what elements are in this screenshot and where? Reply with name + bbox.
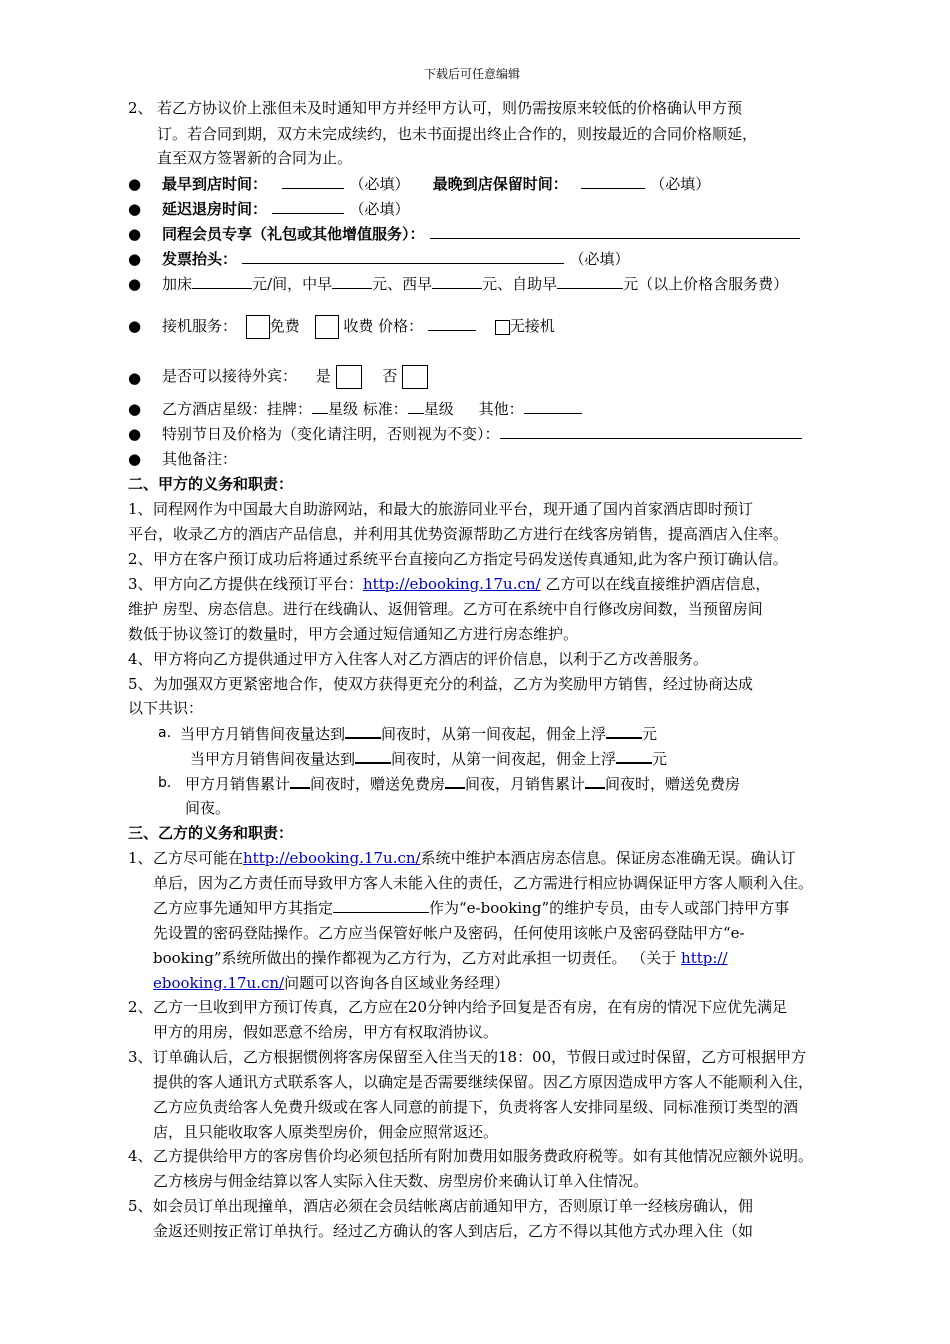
late-checkout-label: 延迟退房时间： [162,200,268,218]
pickup-paid-label: 收费 价格： [343,317,424,335]
clause-text: 间夜。 [185,799,231,817]
extra-bed-label: 加床 [162,275,193,293]
clause-text: 如会员订单出现撞单，酒店必须在会员结帐离店前通知甲方，否则原订单一经核房确认，佣 [153,1197,754,1215]
other-notes-label: 其他备注： [162,450,238,468]
extra-bed-row [162,274,788,294]
late-checkout-row [162,199,410,219]
foreign-no-label: 否 [382,367,398,385]
bullet-icon: ● [128,425,142,443]
required-note: （必填） [650,175,711,193]
foreign-yes-checkbox[interactable] [336,365,362,389]
clause-number: 5、 [128,675,153,693]
clause-text: 金返还则按正常订单执行。经过乙方确认的客人到店后，乙方不得以其他方式办理入住（如 [153,1222,754,1240]
clause-text: 元 [642,725,658,743]
star-other-label: 其他： [478,400,524,418]
star-unit: 星级 [423,400,454,418]
ebooking-link[interactable]: http://ebooking.17u.cn/ [243,849,421,867]
clause-text: 乙方核房与佣金结算以客人实际入住天数、房型房价来确认订单入住情况。 [153,1172,649,1190]
clause-text: 系统中维护本酒店房态信息。保证房态准确无误。确认订 [420,849,796,867]
list-marker: b. [158,775,172,791]
bullet-icon: ● [128,200,142,218]
clause-text: 乙方尽可能在 [153,849,244,867]
free-room-row [185,773,740,794]
clause-text: 甲方将向乙方提供通过甲方入住客人对乙方酒店的评价信息，以利于乙方改善服务。 [153,650,709,668]
clause-text: 乙方应事先通知甲方其指定 [153,899,334,917]
required-note: （必填） [569,250,630,268]
bullet-icon: ● [128,275,142,293]
western-breakfast-field[interactable] [432,274,482,289]
required-note: （必填） [349,175,410,193]
clause-text: 乙方一旦收到甲方预订传真，乙方应在20分钟内给予回复是否有房，在有房的情况下应优先满足 [153,998,788,1016]
clause-text: 间夜时，赠送免费房 [605,775,741,793]
pickup-free-checkbox[interactable] [246,315,270,339]
pickup-row [162,312,555,340]
late-checkout-field[interactable] [272,199,344,214]
star-rating-row [162,399,582,419]
ebooking-link[interactable]: http:// [681,949,728,967]
clause-number: 2、 [128,99,153,117]
clause-text: 间夜时，赠送免费房 [310,775,446,793]
clause-number: 5、 [128,1197,153,1215]
clause-number: 4、 [128,1147,153,1165]
clause-number: 2、 [128,998,153,1016]
clause-text: 乙方提供给甲方的客房售价均必须包括所有附加费用如服务费政府税等。如有其他情况应额外说明。 [153,1147,814,1165]
clause-text-line [153,574,770,594]
clause-text: 甲方月销售累计 [185,775,291,793]
bullet-icon: ● [128,369,142,387]
holiday-field[interactable] [500,424,802,439]
no-pickup-checkbox[interactable] [495,320,510,335]
clause-text: 提供的客人通讯方式联系客人，以确定是否需要继续保留。因乙方原因造成甲方客人不能顺利入住， [153,1073,814,1091]
foreign-guest-label: 是否可以接待外宾： [162,367,298,385]
commission-tier-row [180,723,657,744]
clause-text: 甲方在客户预订成功后将通过系统平台直接向乙方指定号码发送传真通知,此为客户预订确认信。 [153,550,788,568]
section-title: 二、甲方的义务和职责： [128,475,294,493]
star-standard-label: 星级 标准： [328,400,408,418]
clause-text: booking”系统所做出的操作都视为乙方行为，乙方对此承担一切责任。 （关于 [153,949,682,967]
clause-text: 间夜时，从第一间夜起，佣金上浮 [391,750,617,768]
price-note: 元（以上价格含服务费） [623,275,789,293]
clause-text: 甲方的用房，假如恶意不给房，甲方有权取消协议。 [153,1023,499,1041]
clause-text: 订。若合同到期，双方未完成续约，也未书面提出终止合作的，则按最近的合同价格顺延， [157,125,758,143]
clause-text: 以下共识： [128,699,204,717]
invoice-row [162,249,630,269]
clause-text: 间夜时，从第一间夜起，佣金上浮 [381,725,607,743]
earliest-arrival-row [162,174,710,194]
star-listed-label: 乙方酒店星级：挂牌： [162,400,313,418]
clause-text: 当甲方月销售间夜量达到 [190,750,356,768]
foreign-guest-row [162,362,428,390]
pickup-price-field[interactable] [428,316,476,331]
clause-text: 乙方可以在线直接维护酒店信息， [540,575,771,593]
night-count-field[interactable] [345,723,381,739]
required-note: （必填） [349,200,410,218]
page-header: 下载后可任意编辑 [424,67,521,81]
buffet-breakfast-label: 元、自助早 [482,275,558,293]
star-standard-field[interactable] [408,399,424,414]
night-count-field[interactable] [290,773,310,789]
clause-text: 为加强双方更紧密地合作，使双方获得更充分的利益，乙方为奖励甲方销售，经过协商达成 [153,675,754,693]
buffet-breakfast-field[interactable] [557,274,623,289]
clause-text: 同程网作为中国最大自助游网站，和最大的旅游同业平台，现开通了国内首家酒店即时预订 [153,500,754,518]
pickup-paid-checkbox[interactable] [315,315,339,339]
clause-text: 甲方向乙方提供在线预订平台： [153,575,364,593]
clause-text: 店，且只能收取客人原类型房价，佣金应照常返还。 [153,1123,499,1141]
night-count-field[interactable] [355,748,391,764]
member-label: 同程会员专享（礼包或其他增值服务）： [162,225,425,243]
commission-field[interactable] [606,723,642,739]
ebooking-link[interactable]: http://ebooking.17u.cn/ [363,575,541,593]
commission-field[interactable] [616,748,652,764]
clause-number: 3、 [128,575,153,593]
maintainer-field[interactable] [333,898,429,913]
clause-number: 4、 [128,650,153,668]
clause-text: 若乙方协议价上涨但未及时通知甲方并经甲方认可，则仍需按原来较低的价格确认甲方预 [157,99,743,117]
western-breakfast-label: 元、西早 [372,275,433,293]
clause-text-line [153,898,789,918]
clause-text: 先设置的密码登陆操作。乙方应当保管好帐户及密码，任何使用该帐户及密码登陆甲方“e- [153,924,745,942]
clause-text: 直至双方签署新的合同为止。 [157,149,353,167]
ebooking-link[interactable]: ebooking.17u.cn/ [153,974,285,992]
list-marker: a. [158,725,172,741]
no-pickup-label: 无接机 [509,317,555,335]
commission-tier-row [190,748,667,769]
clause-text: 间夜，月销售累计 [465,775,586,793]
free-room-field[interactable] [445,773,465,789]
latest-hold-field[interactable] [581,174,645,189]
invoice-label: 发票抬头： [162,250,238,268]
clause-number: 2、 [128,550,153,568]
chinese-breakfast-label: 元/间，中早 [252,275,333,293]
bullet-icon: ● [128,225,142,243]
clause-text: 维护 房型、房态信息。进行在线确认、返佣管理。乙方可在系统中自行修改房间数，当预留房间 [128,600,763,618]
clause-number: 3、 [128,1048,153,1066]
clause-number: 1、 [128,849,153,867]
holiday-label: 特别节日及价格为（变化请注明，否则视为不变）： [162,425,500,443]
clause-text-line [153,848,796,868]
bullet-icon: ● [128,317,142,335]
clause-text: 乙方应负责给客人免费升级或在客人同意的前提下，负责将客人安排同星级、同标准预订类型的酒 [153,1098,799,1116]
clause-text: 订单确认后，乙方根据惯例将客房保留至入住当天的18：00，节假日或过时保留，乙方可根据甲方 [153,1048,807,1066]
clause-text-line [153,973,509,993]
foreign-yes-label: 是 [315,367,331,385]
holiday-row [162,424,802,444]
clause-text: 单后，因为乙方责任而导致甲方客人未能入住的责任，乙方需进行相应协调保证甲方客人顺利入住。 [153,874,814,892]
night-count-field[interactable] [585,773,605,789]
star-other-field[interactable] [524,399,582,414]
chinese-breakfast-field[interactable] [332,274,372,289]
member-row [162,224,800,244]
bullet-icon: ● [128,175,142,193]
invoice-field[interactable] [242,249,564,264]
clause-text: 问题可以咨询各自区域业务经理） [284,974,510,992]
clause-text: 数低于协议签订的数量时，甲方会通过短信通知乙方进行房态维护。 [128,625,579,643]
section-title: 三、乙方的义务和职责： [128,824,294,842]
clause-text: 元 [652,750,668,768]
clause-text-line [153,948,728,968]
foreign-no-checkbox[interactable] [402,365,428,389]
clause-text: 当甲方月销售间夜量达到 [180,725,346,743]
earliest-arrival-field[interactable] [282,174,344,189]
bullet-icon: ● [128,250,142,268]
latest-hold-label: 最晚到店保留时间： [432,175,568,193]
member-field[interactable] [430,224,800,239]
star-listed-field[interactable] [312,399,328,414]
bullet-icon: ● [128,450,142,468]
clause-number: 1、 [128,500,153,518]
bullet-icon: ● [128,400,142,418]
pickup-label: 接机服务： [162,317,238,335]
extra-bed-field[interactable] [192,274,252,289]
earliest-arrival-label: 最早到店时间： [162,175,268,193]
clause-text: 平台，收录乙方的酒店产品信息，并利用其优势资源帮助乙方进行在线客房销售，提高酒店入住率。 [128,525,789,543]
pickup-free-label: 免费 [269,317,300,335]
clause-text: 作为“e-booking”的维护专员，由专人或部门持甲方事 [429,899,790,917]
